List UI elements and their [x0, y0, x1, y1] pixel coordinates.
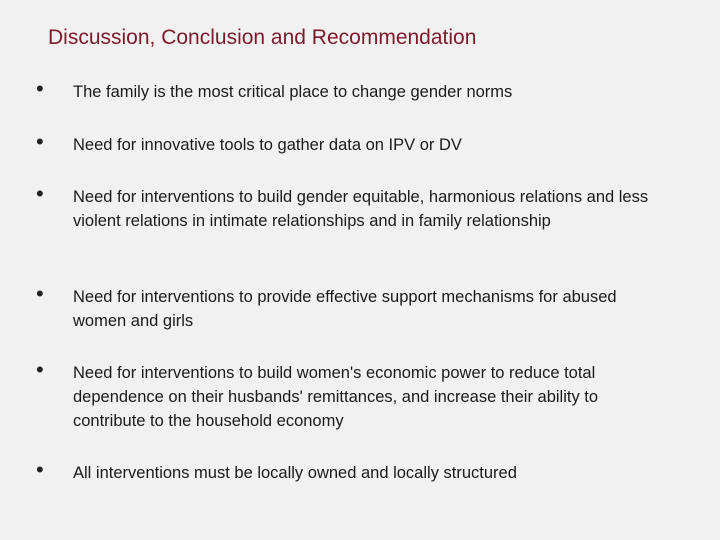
slide-title: Discussion, Conclusion and Recommendation — [48, 26, 477, 49]
bullet-dot-icon: • — [36, 281, 44, 306]
bullet-dot-icon: • — [36, 76, 44, 101]
bullet-text: The family is the most critical place to change gender norms — [73, 83, 513, 101]
bullet-dot-icon: • — [36, 457, 44, 482]
bullet-dot-icon: • — [36, 357, 44, 382]
bullet-text: Need for interventions to build women's economic power to reduce total dependence on their husbands' remittances, and increase their ability to contribute to the household economy — [73, 364, 599, 430]
bullet-dot-icon: • — [36, 129, 44, 154]
bullet-text: Need for innovative tools to gather data on IPV or DV — [73, 136, 462, 154]
bullet-text: Need for interventions to provide effective support mechanisms for abused women and girls — [73, 288, 617, 330]
bullet-text: All interventions must be locally owned and locally structured — [73, 464, 517, 482]
bullet-dot-icon: • — [36, 181, 44, 206]
bullet-text: Need for interventions to build gender equitable, harmonious relations and less violent relations in intimate relationships and in family relationship — [73, 188, 649, 230]
